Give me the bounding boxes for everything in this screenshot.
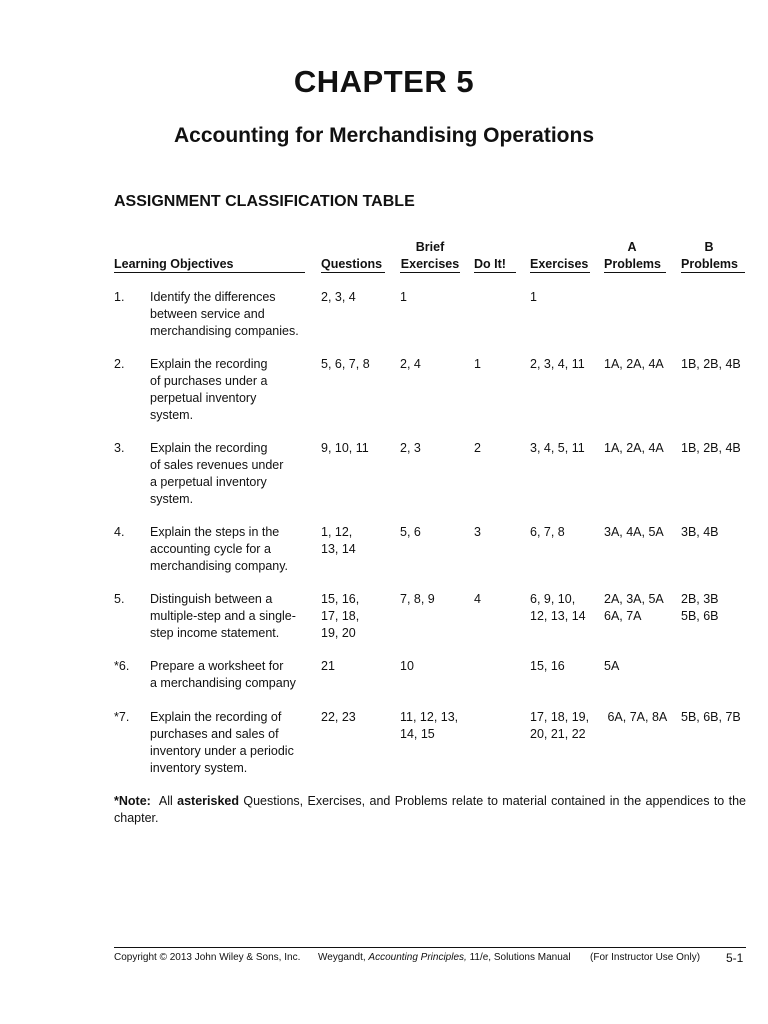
questions-cell: 15, 16, 17, 18, 19, 20 <box>321 592 360 640</box>
col-header-questions: Questions <box>321 257 383 271</box>
footer-book-author: Weygandt, <box>318 952 366 963</box>
objective-text: Explain the recording of purchases under a perpetual inventory system. <box>150 357 268 422</box>
objective-text: Explain the recording of purchases and sales of inventory under a periodic inventory system. <box>150 710 294 775</box>
note-asterisked: asterisked <box>177 794 239 808</box>
objective-text: Explain the steps in the accounting cycle for a merchandising company. <box>150 525 289 573</box>
footer-book-edition: 11/e, Solutions Manual <box>469 952 571 963</box>
b-problems-cell: 1B, 2B, 4B <box>681 441 741 455</box>
b-problems-cell: 5B, 6B, 7B <box>681 710 741 724</box>
a-problems-cell: 2A, 3A, 5A 6A, 7A <box>604 592 664 623</box>
exercises-cell: 17, 18, 19, 20, 21, 22 <box>530 710 590 741</box>
brief-exercises-cell: 1 <box>400 290 407 304</box>
header-underline-a <box>604 272 666 273</box>
b-problems-cell: 3B, 4B <box>681 525 719 539</box>
page-number: 5-1 <box>726 951 744 965</box>
questions-cell: 5, 6, 7, 8 <box>321 357 370 371</box>
questions-cell: 1, 12, 13, 14 <box>321 525 356 556</box>
col-header-brief-exercises <box>400 239 460 273</box>
chapter-title: Accounting for Merchandising Operations <box>173 124 595 147</box>
col-header-objectives: Learning Objectives <box>114 257 234 271</box>
chapter-heading: CHAPTER 5 <box>293 64 475 99</box>
header-underline-doit <box>474 272 516 273</box>
col-header-doit: Do It! <box>474 257 506 271</box>
header-underline-questions <box>321 272 385 273</box>
brief-exercises-cell: 10 <box>400 659 414 673</box>
brief-exercises-cell: 7, 8, 9 <box>400 592 435 606</box>
footer-book <box>318 952 571 963</box>
doit-cell: 4 <box>474 592 481 606</box>
objective-text: Distinguish between a multiple-step and a single- step income statement. <box>150 592 296 640</box>
brief-exercises-cell: 2, 3 <box>400 441 421 455</box>
note-label: *Note: <box>114 794 151 808</box>
objective-number: 3. <box>114 441 125 455</box>
questions-cell: 9, 10, 11 <box>321 441 369 455</box>
col-header-b-bottom: Problems <box>681 257 738 271</box>
brief-exercises-cell: 11, 12, 13, 14, 15 <box>400 710 459 741</box>
section-heading: ASSIGNMENT CLASSIFICATION TABLE <box>114 193 415 210</box>
objective-number: 2. <box>114 357 125 371</box>
brief-exercises-cell: 5, 6 <box>400 525 421 539</box>
exercises-cell: 3, 4, 5, 11 <box>530 441 585 455</box>
b-problems-cell: 2B, 3B 5B, 6B <box>681 592 719 623</box>
objective-text: Identify the differences between service and merchandising companies. <box>150 290 299 338</box>
header-underline-brief <box>400 272 460 273</box>
col-header-b-top: B <box>704 240 714 254</box>
exercises-cell: 6, 9, 10, 12, 13, 14 <box>530 592 586 623</box>
a-problems-cell: 3A, 4A, 5A <box>604 525 664 539</box>
a-problems-cell: 1A, 2A, 4A <box>604 441 664 455</box>
objective-text: Explain the recording of sales revenues under a perpetual inventory system. <box>150 441 284 506</box>
header-underline-objectives <box>114 272 305 273</box>
exercises-cell: 6, 7, 8 <box>530 525 565 539</box>
doit-cell: 3 <box>474 525 481 539</box>
brief-exercises-cell: 2, 4 <box>400 357 421 371</box>
a-problems-cell: 1A, 2A, 4A <box>604 357 664 371</box>
col-header-brief-bottom: Exercises <box>400 257 460 271</box>
exercises-cell: 1 <box>530 290 537 304</box>
objective-number: 4. <box>114 525 125 539</box>
questions-cell: 2, 3, 4 <box>321 290 356 304</box>
col-header-exercises: Exercises <box>530 257 589 271</box>
questions-cell: 22, 23 <box>321 710 356 724</box>
header-underline-b <box>681 272 745 273</box>
questions-cell: 21 <box>321 659 335 673</box>
col-header-a-problems <box>604 239 660 273</box>
b-problems-cell: 1B, 2B, 4B <box>681 357 741 371</box>
objective-text: Prepare a worksheet for a merchandising company <box>150 659 296 690</box>
appendix-note <box>114 793 746 827</box>
objective-number: 5. <box>114 592 125 606</box>
objective-number: *7. <box>114 710 130 724</box>
objective-number: 1. <box>114 290 125 304</box>
footer-copyright: Copyright © 2013 John Wiley & Sons, Inc. <box>114 952 301 963</box>
a-problems-cell: 5A <box>604 659 620 673</box>
col-header-brief-top: Brief <box>415 240 445 254</box>
footer-rule <box>114 947 746 948</box>
objective-number: *6. <box>114 659 130 673</box>
exercises-cell: 2, 3, 4, 11 <box>530 357 585 371</box>
note-text: Questions, Exercises, and Problems relate to material contained in the appendices to the chapter. <box>114 794 746 825</box>
footer-book-title: Accounting Principles, <box>368 952 467 963</box>
col-header-a-bottom: Problems <box>604 257 661 271</box>
note-all: All <box>158 794 173 808</box>
header-underline-exercises <box>530 272 590 273</box>
doit-cell: 1 <box>474 357 481 371</box>
col-header-b-problems <box>681 239 737 273</box>
a-problems-cell: 6A, 7A, 8A <box>604 710 668 724</box>
footer-instructor-use: (For Instructor Use Only) <box>590 952 701 963</box>
doit-cell: 2 <box>474 441 481 455</box>
col-header-a-top: A <box>627 240 637 254</box>
exercises-cell: 15, 16 <box>530 659 565 673</box>
